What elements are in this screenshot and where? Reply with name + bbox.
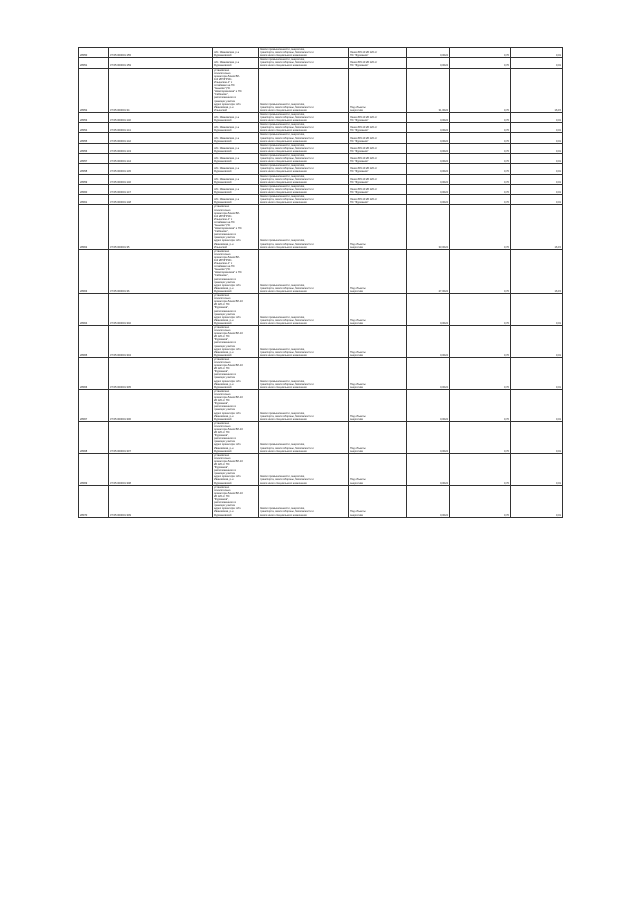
rate-cell: 0,70 [450, 184, 511, 194]
land-category-cell: Земли промышленности, энергетики, транспорта, земли обороны, безопасности и земли иного специального назначения [259, 389, 349, 421]
land-category-cell: Земли промышленности, энергетики, транспорта, земли обороны, безопасности и земли иного специального назначения [259, 205, 349, 249]
area-cell: 27,0024 [407, 249, 450, 293]
permitted-use-cell: Линия ВЛ-10 кВ 120 от ПС "Фурманов" [349, 133, 407, 143]
tax-cell: 0,01 [511, 58, 563, 68]
permitted-use-cell: Под объекты энергетики [349, 68, 407, 112]
table-row [79, 123, 563, 133]
rate-cell: 0,70 [450, 249, 511, 293]
row-id-cell: 28055 [79, 133, 109, 143]
address-cell: установлено относительно ориентира Линия ВЛ-10 кВ 120 от ПС "Фурманов", расположенного в границах участка адрес ориентира: обл. Ивановская, р-н Фурмановский [213, 453, 259, 485]
land-category-cell: Земли промышленности, энергетики, транспорта, земли обороны, безопасности и земли иного специального назначения [259, 294, 349, 326]
tax-cell: 0,01 [511, 164, 563, 174]
land-category-cell: Земли промышленности, энергетики, транспорта, земли обороны, безопасности и земли иного специального назначения [259, 68, 349, 112]
row-id-cell: 28050 [79, 48, 109, 58]
area-cell: 31,0024 [407, 68, 450, 112]
cadastral-number-cell: 37:05:000001:148 [109, 195, 213, 205]
row-id-cell: 28054 [79, 123, 109, 133]
tax-cell: 0,01 [511, 325, 563, 357]
permitted-use-cell: Линия ВЛ-10 кВ 120 от ПС "Фурманов" [349, 58, 407, 68]
rate-cell: 0,70 [450, 453, 511, 485]
tax-cell: 0,01 [511, 421, 563, 453]
permitted-use-cell: Под объекты энергетики [349, 453, 407, 485]
cadastral-number-cell: 37:05:000001:308 [109, 453, 213, 485]
row-id-cell: 28051 [79, 58, 109, 68]
cadastral-number-cell: 37:05:000001:145 [109, 164, 213, 174]
permitted-use-cell: Под объекты энергетики [349, 357, 407, 389]
cadastral-number-cell: 37:05:000001:34 [109, 68, 213, 112]
table-body [79, 48, 563, 518]
area-cell: 0,0024 [407, 154, 450, 164]
land-category-cell: Земли промышленности, энергетики, транспорта, земли обороны, безопасности и земли иного специального назначения [259, 249, 349, 293]
permitted-use-cell: Линия ВЛ-10 кВ 120 от ПС "Фурманов" [349, 48, 407, 58]
rate-cell: 0,70 [450, 294, 511, 326]
land-category-cell: Земли промышленности, энергетики, транспорта, земли обороны, безопасности и земли иного специального назначения [259, 133, 349, 143]
table-row [79, 143, 563, 153]
tax-cell: 0,01 [511, 123, 563, 133]
tax-cell: 16,15 [511, 249, 563, 293]
cadastral-number-cell: 37:05:000001:147 [109, 184, 213, 194]
address-cell: обл. Ивановская, р-н Фурмановский [213, 184, 259, 194]
permitted-use-cell: Под объекты энергетики [349, 389, 407, 421]
permitted-use-cell: Под объекты энергетики [349, 294, 407, 326]
rate-cell: 0,70 [450, 485, 511, 517]
tax-cell: 0,01 [511, 453, 563, 485]
table-row [79, 485, 563, 517]
land-category-cell: Земли промышленности, энергетики, транспорта, земли обороны, безопасности и земли иного специального назначения [259, 154, 349, 164]
address-cell: обл. Ивановская, р-н Фурмановский [213, 195, 259, 205]
land-category-cell: Земли промышленности, энергетики, транспорта, земли обороны, безопасности и земли иного специального назначения [259, 195, 349, 205]
area-cell: 0,0024 [407, 143, 450, 153]
land-category-cell: Земли промышленности, энергетики, транспорта, земли обороны, безопасности и земли иного специального назначения [259, 123, 349, 133]
land-category-cell: Земли промышленности, энергетики, транспорта, земли обороны, безопасности и земли иного специального назначения [259, 485, 349, 517]
cadastral-number-cell: 37:05:000001:144 [109, 154, 213, 164]
rate-cell: 0,70 [450, 68, 511, 112]
rate-cell: 0,70 [450, 123, 511, 133]
table-row [79, 48, 563, 58]
table-row [79, 325, 563, 357]
rate-cell: 0,70 [450, 195, 511, 205]
rate-cell: 0,70 [450, 421, 511, 453]
cadastral-number-cell: 37:05:000001:146 [109, 174, 213, 184]
land-category-cell: Земли промышленности, энергетики, транспорта, земли обороны, безопасности и земли иного специального назначения [259, 357, 349, 389]
area-cell: 0,0024 [407, 133, 450, 143]
table-row [79, 58, 563, 68]
table-row [79, 164, 563, 174]
address-cell: установлено относительно ориентира Линия ВЛ- 110 кВ"ИГРЭС- Ильинское-1" с отпайками на ПС "Аньково",ПС "Новогоркинская" и ПС "Сабиново", расположенного в границах участка адрес ориентира: обл. Ивановская, р-н Ильинский [213, 68, 259, 112]
rate-cell: 0,70 [450, 325, 511, 357]
permitted-use-cell: Линия ВЛ-10 кВ 120 от ПС "Фурманов" [349, 143, 407, 153]
row-id-cell: 28052 [79, 68, 109, 112]
table-row [79, 195, 563, 205]
tax-cell: 0,01 [511, 112, 563, 122]
row-id-cell: 28057 [79, 154, 109, 164]
address-cell: установлено относительно ориентира Линия ВЛ-10 кВ 120 от ПС "Фурманов", расположенного в границах участка адрес ориентира: обл. Ивановская, р-н Фурмановский [213, 421, 259, 453]
address-cell: обл. Ивановская, р-н Фурмановский [213, 133, 259, 143]
row-id-cell: 28067 [79, 389, 109, 421]
permitted-use-cell: Линия ВЛ-10 кВ 120 от ПС "Фурманов" [349, 195, 407, 205]
table-row [79, 389, 563, 421]
row-id-cell: 28064 [79, 294, 109, 326]
area-cell: 0,0024 [407, 453, 450, 485]
tax-cell: 0,01 [511, 389, 563, 421]
rate-cell: 0,70 [450, 143, 511, 153]
rate-cell: 0,70 [450, 174, 511, 184]
address-cell: обл. Ивановская, р-н Фурмановский [213, 123, 259, 133]
permitted-use-cell: Линия ВЛ-10 кВ 120 от ПС "Фурманов" [349, 112, 407, 122]
land-category-cell: Земли промышленности, энергетики, транспорта, земли обороны, безопасности и земли иного специального назначения [259, 58, 349, 68]
cadastral-number-cell: 37:05:000001:143 [109, 143, 213, 153]
table-row [79, 133, 563, 143]
land-category-cell: Земли промышленности, энергетики, транспорта, земли обороны, безопасности и земли иного специального назначения [259, 453, 349, 485]
area-cell: 0,0024 [407, 195, 450, 205]
rate-cell: 0,70 [450, 357, 511, 389]
address-cell: обл. Ивановская, р-н Фурмановский [213, 154, 259, 164]
row-id-cell: 28063 [79, 249, 109, 293]
area-cell: 0,0024 [407, 123, 450, 133]
row-id-cell: 28062 [79, 205, 109, 249]
table-row [79, 357, 563, 389]
table-row [79, 249, 563, 293]
tax-cell: 0,01 [511, 294, 563, 326]
area-cell: 33,0024 [407, 205, 450, 249]
area-cell: 0,0024 [407, 485, 450, 517]
table-row [79, 205, 563, 249]
cadastral-number-cell: 37:05:000001:155 [109, 48, 213, 58]
permitted-use-cell: Линия ВЛ-10 кВ 120 от ПС "Фурманов" [349, 184, 407, 194]
address-cell: обл. Ивановская, р-н Фурмановский [213, 174, 259, 184]
rate-cell: 0,70 [450, 164, 511, 174]
land-category-cell: Земли промышленности, энергетики, транспорта, земли обороны, безопасности и земли иного специального назначения [259, 164, 349, 174]
rate-cell: 0,70 [450, 389, 511, 421]
address-cell: установлено относительно ориентира Линия ВЛ- 110 кВ"ИГРЭС- Ильинское-1" с отпайками на ПС "Аньково",ПС "Новогоркинская" и ПС "Сабиново", расположенного в границах участка адрес ориентира: обл. Ивановская, р-н Ильинский [213, 205, 259, 249]
permitted-use-cell: Под объекты энергетики [349, 249, 407, 293]
row-id-cell: 28066 [79, 357, 109, 389]
area-cell: 0,0024 [407, 48, 450, 58]
tax-cell: 0,01 [511, 143, 563, 153]
row-id-cell: 28069 [79, 453, 109, 485]
area-cell: 0,0024 [407, 389, 450, 421]
cadastral-number-cell: 37:05:000001:142 [109, 133, 213, 143]
tax-cell: 0,01 [511, 154, 563, 164]
tax-cell: 0,01 [511, 195, 563, 205]
row-id-cell: 28060 [79, 184, 109, 194]
tax-cell: 0,01 [511, 174, 563, 184]
address-cell: обл. Ивановская, р-н Фурмановский [213, 164, 259, 174]
tax-cell: 16,15 [511, 68, 563, 112]
area-cell: 0,0024 [407, 421, 450, 453]
address-cell: установлено относительно ориентира Линия ВЛ-10 кВ 120 от ПС "Фурманов", расположенного в границах участка адрес ориентира: обл. Ивановская, р-н Фурмановский [213, 325, 259, 357]
land-category-cell: Земли промышленности, энергетики, транспорта, земли обороны, безопасности и земли иного специального назначения [259, 325, 349, 357]
tax-cell: 16,15 [511, 205, 563, 249]
cadastral-number-cell: 37:05:000001:159 [109, 58, 213, 68]
rate-cell: 0,70 [450, 112, 511, 122]
cadastral-number-cell: 37:05:000001:302 [109, 294, 213, 326]
land-category-cell: Земли промышленности, энергетики, транспорта, земли обороны, безопасности и земли иного специального назначения [259, 112, 349, 122]
cadastral-number-cell: 37:05:000001:307 [109, 421, 213, 453]
permitted-use-cell: Линия ВЛ-10 кВ 120 от ПС "Фурманов" [349, 123, 407, 133]
address-cell: установлено относительно ориентира Линия ВЛ- 110 кВ"ИГРЭС- Ильинское-1" с отпайками на ПС "Аньково",ПС "Новогоркинская" и ПС "Сабиново", расположенного в границах участка адрес ориентира: обл. Ивановская, р-н Фурмановский [213, 249, 259, 293]
cadastral-number-cell: 37:05:000001:309 [109, 485, 213, 517]
row-id-cell: 28065 [79, 325, 109, 357]
address-cell: обл. Ивановская, р-н Фурмановский [213, 143, 259, 153]
rate-cell: 0,70 [450, 48, 511, 58]
rate-cell: 0,70 [450, 133, 511, 143]
row-id-cell: 28058 [79, 164, 109, 174]
row-id-cell: 28070 [79, 485, 109, 517]
area-cell: 0,0024 [407, 357, 450, 389]
rate-cell: 0,70 [450, 154, 511, 164]
cadastral-number-cell: 37:05:000001:141 [109, 123, 213, 133]
land-category-cell: Земли промышленности, энергетики, транспорта, земли обороны, безопасности и земли иного специального назначения [259, 143, 349, 153]
address-cell: обл. Ивановская, р-н Фурмановский [213, 48, 259, 58]
table-row [79, 421, 563, 453]
tax-cell: 0,01 [511, 357, 563, 389]
area-cell: 0,0024 [407, 112, 450, 122]
permitted-use-cell: Линия ВЛ-10 кВ 120 от ПС "Фурманов" [349, 174, 407, 184]
tax-cell: 0,01 [511, 48, 563, 58]
permitted-use-cell: Под объекты энергетики [349, 421, 407, 453]
address-cell: установлено относительно ориентира Линия ВЛ-10 кВ 120 от ПС "Фурманов", расположенного в границах участка адрес ориентира: обл. Ивановская, р-н Фурмановский [213, 294, 259, 326]
area-cell: 0,0024 [407, 174, 450, 184]
table-row [79, 294, 563, 326]
tax-cell: 0,01 [511, 184, 563, 194]
area-cell: 0,0024 [407, 164, 450, 174]
row-id-cell: 28056 [79, 143, 109, 153]
table-row [79, 174, 563, 184]
table-row [79, 453, 563, 485]
address-cell: обл. Ивановская, р-н Фурмановский [213, 58, 259, 68]
table-row [79, 154, 563, 164]
cadastral-number-cell: 37:05:000001:35 [109, 205, 213, 249]
permitted-use-cell: Под объекты энергетики [349, 485, 407, 517]
cadastral-number-cell: 37:05:000001:305 [109, 357, 213, 389]
table-row [79, 68, 563, 112]
cadastral-number-cell: 37:05:000001:304 [109, 325, 213, 357]
permitted-use-cell: Под объекты энергетики [349, 205, 407, 249]
land-category-cell: Земли промышленности, энергетики, транспорта, земли обороны, безопасности и земли иного специального назначения [259, 48, 349, 58]
permitted-use-cell: Под объекты энергетики [349, 325, 407, 357]
permitted-use-cell: Линия ВЛ-10 кВ 120 от ПС "Фурманов" [349, 164, 407, 174]
address-cell: установлено относительно ориентира Линия ВЛ-10 кВ 120 от ПС "Фурманов", расположенного в границах участка адрес ориентира: обл. Ивановская, р-н Фурмановский [213, 357, 259, 389]
tax-cell: 0,01 [511, 485, 563, 517]
cadastral-number-cell: 37:05:000001:306 [109, 389, 213, 421]
address-cell: установлено относительно ориентира Линия ВЛ-10 кВ 120 от ПС "Фурманов", расположенного в границах участка адрес ориентира: обл. Ивановская, р-н Фурмановский [213, 485, 259, 517]
address-cell: обл. Ивановская, р-н Фурмановский [213, 112, 259, 122]
document-sheet [78, 47, 562, 518]
table-row [79, 112, 563, 122]
row-id-cell: 28059 [79, 174, 109, 184]
tax-cell: 0,01 [511, 133, 563, 143]
cadastral-number-cell: 37:05:000001:36 [109, 249, 213, 293]
rate-cell: 0,70 [450, 205, 511, 249]
address-cell: установлено относительно ориентира Линия ВЛ-10 кВ 120 от ПС "Фурманов", расположенного в границах участка адрес ориентира: обл. Ивановская, р-н Фурмановский [213, 389, 259, 421]
land-category-cell: Земли промышленности, энергетики, транспорта, земли обороны, безопасности и земли иного специального назначения [259, 174, 349, 184]
area-cell: 0,0024 [407, 184, 450, 194]
table-row [79, 184, 563, 194]
area-cell: 0,0024 [407, 294, 450, 326]
row-id-cell: 28061 [79, 195, 109, 205]
land-plots-table [78, 47, 563, 518]
rate-cell: 0,70 [450, 58, 511, 68]
permitted-use-cell: Линия ВЛ-10 кВ 120 от ПС "Фурманов" [349, 154, 407, 164]
land-category-cell: Земли промышленности, энергетики, транспорта, земли обороны, безопасности и земли иного специального назначения [259, 421, 349, 453]
cadastral-number-cell: 37:05:000001:140 [109, 112, 213, 122]
row-id-cell: 28053 [79, 112, 109, 122]
area-cell: 0,0024 [407, 58, 450, 68]
row-id-cell: 28068 [79, 421, 109, 453]
land-category-cell: Земли промышленности, энергетики, транспорта, земли обороны, безопасности и земли иного специального назначения [259, 184, 349, 194]
area-cell: 0,0024 [407, 325, 450, 357]
